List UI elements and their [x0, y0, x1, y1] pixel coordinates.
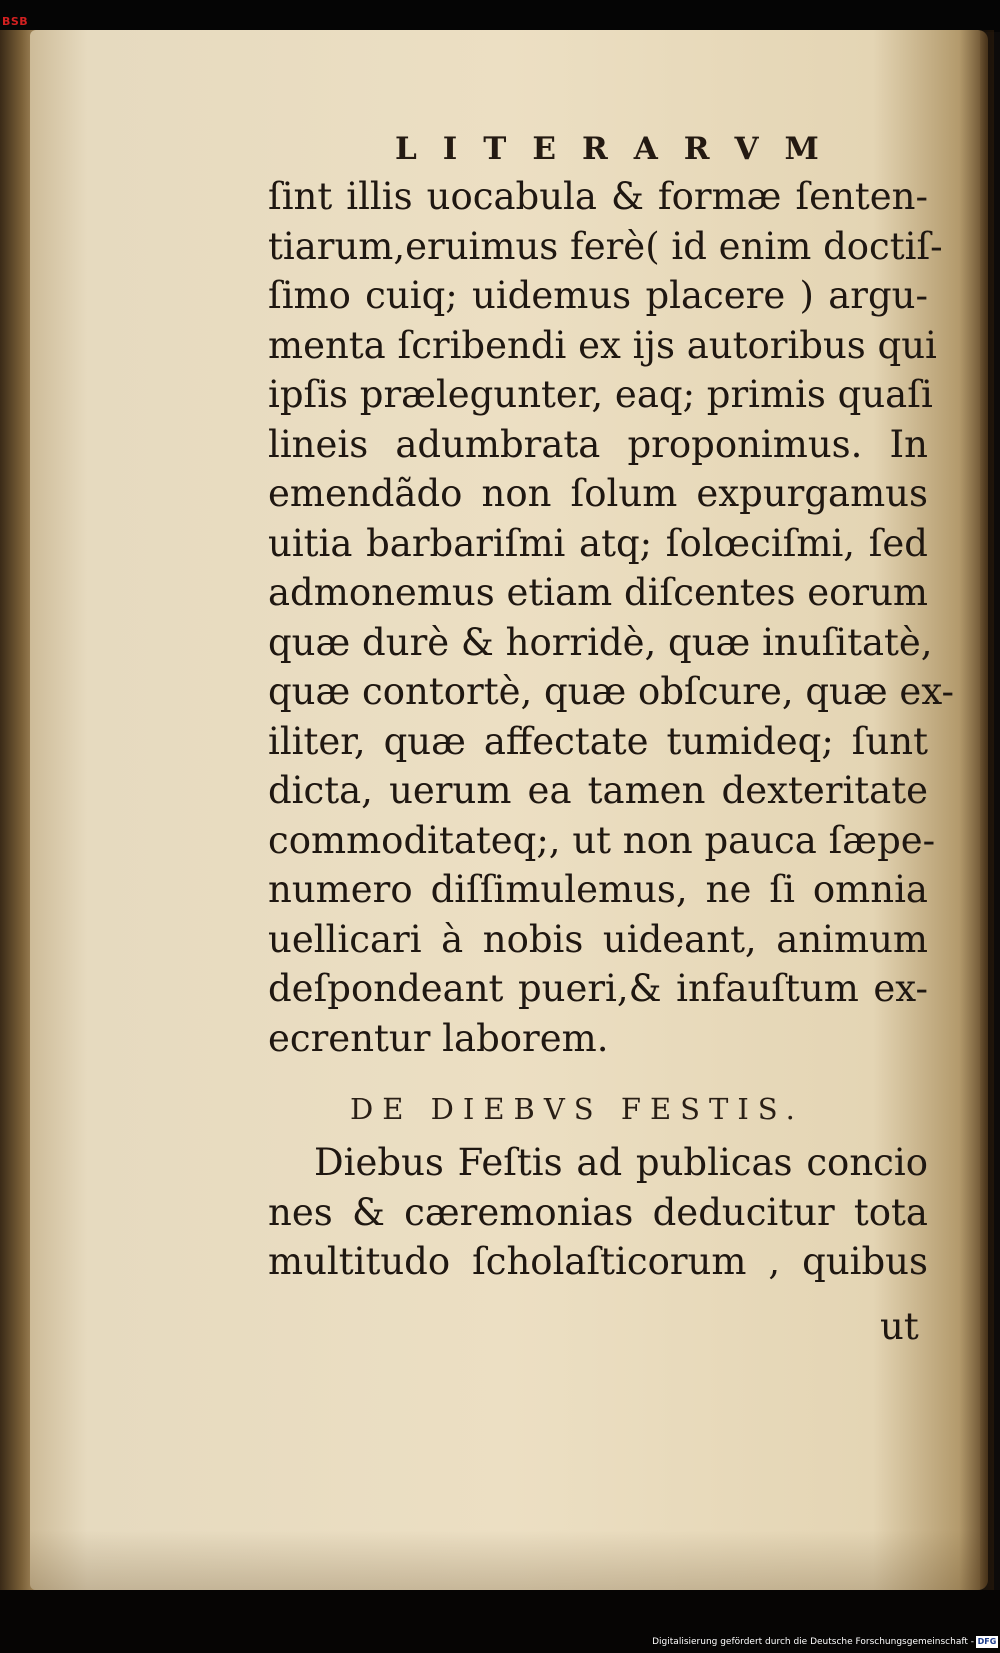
text-line: admonemus etiam diſcentes eorum	[268, 571, 928, 614]
text-line: ecrentur laborem.	[268, 1016, 609, 1060]
running-head: LITERARVM	[395, 131, 845, 167]
text-line: tiarum,eruimus ferè( id enim doctiſ-	[268, 224, 943, 268]
text-line: commoditateq;, ut non pauca ſæpe-	[268, 818, 936, 862]
footer-credit: Digitalisierung gefördert durch die Deutsche Forschungsgemeinschaft -	[652, 1637, 974, 1647]
main-text-block	[268, 172, 955, 1063]
text-line: quæ contortè, quæ obſcure, quæ ex-	[268, 670, 955, 713]
text-line: ipſis prælegunter, eaq; primis quaſi	[268, 373, 933, 416]
text-line: menta ſcribendi ex ijs autoribus qui	[268, 323, 937, 367]
text-line: Diebus Feſtis ad publicas concio	[314, 1141, 928, 1184]
text-line: dicta, uerum ea tamen dexteritate	[268, 769, 928, 812]
text-line: ſint illis uocabula & formæ ſenten-	[268, 175, 928, 218]
page-gutter-shadow	[980, 30, 994, 1590]
catchword: ut	[880, 1305, 919, 1348]
top-scan-border	[0, 0, 1000, 32]
text-line: quæ durè & horridè, quæ inuſitatè,	[268, 620, 933, 664]
text-line: uitia barbariſmi atq; ſolœciſmi, ſed	[268, 521, 928, 565]
text-line: uellicari à nobis uideant, animum	[268, 917, 928, 961]
dfg-logo: DFG	[977, 1637, 997, 1646]
text-line: ſimo cuiq; uidemus placere ) argu-	[268, 274, 928, 317]
text-line: nes & cæremonias deducitur tota	[268, 1190, 928, 1234]
text-line: iliter, quæ affectate tumideq; ſunt	[268, 719, 928, 763]
text-line: lineis adumbrata proponimus. In	[268, 422, 928, 466]
text-line: emendãdo non ſolum expurgamus	[268, 472, 928, 515]
text-line: multitudo ſcholaſticorum , quibus	[268, 1240, 928, 1283]
text-line: numero diſſimulemus, ne ſi omnia	[268, 868, 928, 911]
library-mark: BSB	[2, 15, 29, 28]
section-heading: DE DIEBVS FESTIS.	[350, 1092, 804, 1126]
text-line: deſpondeant pueri,& infauſtum ex-	[268, 967, 928, 1010]
section-text-block	[268, 1138, 928, 1287]
